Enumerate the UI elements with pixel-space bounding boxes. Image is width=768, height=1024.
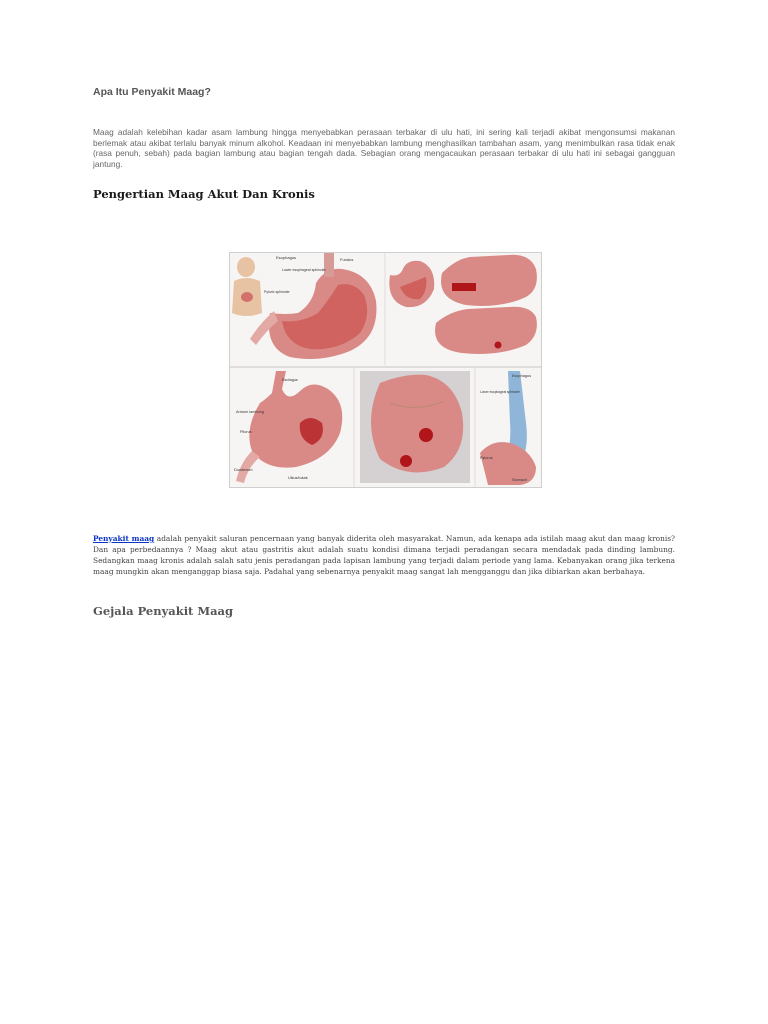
label-pyloric-sphincter: Pyloric sphincter	[264, 290, 290, 294]
label-stomach: Stomach	[512, 478, 527, 482]
label-lower-sphincter: Lower esophageal sphincter	[282, 268, 326, 272]
label-pylorus: Pylorus	[480, 456, 493, 460]
stomach-illustration	[230, 253, 541, 487]
ulcer-mark-2	[495, 342, 502, 349]
label-esophagus-2: Esophagus	[512, 374, 531, 378]
heading-pengertian-maag: Pengertian Maag Akut Dan Kronis	[93, 187, 315, 201]
stomach-lining	[371, 375, 463, 473]
label-pilorus: Pilorus	[240, 430, 252, 434]
label-esophagus: Esophagus	[276, 255, 297, 260]
label-fundus: Fundus	[340, 257, 354, 262]
stomach-anatomy-figure	[229, 252, 542, 488]
label-ulcer: Ulkus/tukak	[288, 476, 308, 480]
ulcer-mark-1	[452, 283, 476, 291]
stomach-shape-3	[441, 255, 537, 306]
paragraph-2-text: adalah penyakit saluran pencernaan yang banyak diderita oleh masyarakat. Namun, ada kenapa ada istilah maag akut dan maag kronis? Dan apa perbedaannya ? Maag akut atau gastritis akut adalah suatu kondisi dimana terjadi peradangan secara mendadak pada dinding lambung. Sedangkan maag kronis adalah salah satu jenis peradangan pada lapisan lambung yang terjadi dalam periode yang lama. Kebanyakan orang jika terkena maag mungkin akan menganggap biasa saja. Padahal yang sebenarnya penyakit maag sangat lah mengganggu dan jika dibiarkan akan berbahaya.	[93, 534, 675, 576]
paragraph-definition: Maag adalah kelebihan kadar asam lambung hingga menyebabkan perasaan terbakar di ulu hati, ini sering kali terjadi akibat mengonsumsi makanan berlemak atau akibat terlalu banyak minum alkohol. Keadaan ini menyebabkan lambung menghasilkan tambahan asam, yang menimbulkan rasa tidak enak (rasa penuh, sebah) pada bagian lambung atau bagian tengah dada. Sebagian orang mengacaukan perasaan terbakar di ulu hati ini sebagai gangguan jantung.	[93, 127, 675, 169]
label-esofagus: Esofagus	[282, 378, 298, 382]
link-penyakit-maag[interactable]: Penyakit maag	[93, 534, 155, 543]
label-duodenum: Duodenum	[234, 468, 253, 472]
heading-apa-itu-penyakit-maag: Apa Itu Penyakit Maag?	[93, 86, 211, 98]
label-antrum: Antrum lambung	[236, 410, 264, 414]
heading-gejala-penyakit-maag: Gejala Penyakit Maag	[93, 604, 234, 618]
label-lower-sphincter-2: Lower esophageal sphincter	[480, 390, 520, 394]
ulcer-spot-2	[400, 455, 412, 467]
paragraph-maag-akut-kronis	[93, 533, 675, 577]
ulcer-spot-1	[419, 428, 433, 442]
